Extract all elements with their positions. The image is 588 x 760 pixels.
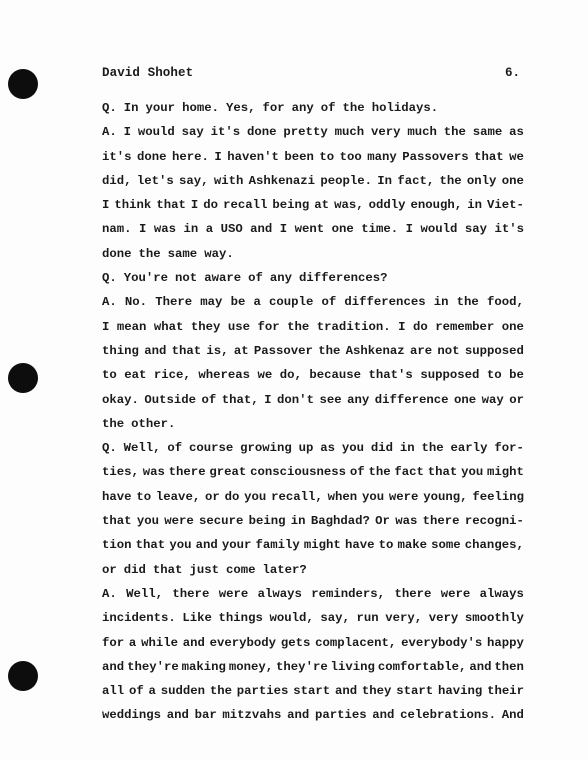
transcript-line: A. I would say it's done pretty much very much the same as [102, 125, 524, 140]
transcript-line: or did that just come later? [102, 562, 307, 577]
transcript-line: have to leave, or do you recall, when you were young, feeling [102, 489, 524, 504]
transcript-line: nam. I was in a USO and I went one time. I would say it's [102, 222, 524, 237]
transcript-line: Q. In your home. Yes, for any of the holidays. [102, 101, 439, 115]
header-interviewee-name: David Shohet [102, 66, 194, 80]
header-page-number: 6. [505, 66, 521, 80]
transcript-line: incidents. Like things would, say, run very, very smoothly [102, 611, 524, 626]
transcript-line: for a while and everybody gets complacent, everybody's happy [102, 635, 524, 650]
transcript-line: that you were secure being in Baghdad? Or was there recogni- [102, 514, 524, 529]
transcript-line: done the same way. [102, 246, 234, 261]
transcript-line: A. Well, there were always reminders, there were always [102, 586, 524, 601]
binder-hole [8, 661, 38, 691]
transcript-line: the other. [102, 416, 176, 431]
transcript-line: did, let's say, with Ashkenazi people. In fact, the only one [102, 173, 524, 188]
transcript-line: all of a sudden the parties start and they start having their [102, 684, 524, 699]
transcript-line: Q. Well, of course growing up as you did in the early for- [102, 441, 524, 456]
transcript-line: tion that you and your family might have to make some changes, [102, 538, 524, 553]
transcript-line: A. No. There may be a couple of differences in the food, [102, 295, 524, 310]
transcript-line: and they're making money, they're living comfortable, and then [102, 659, 524, 674]
transcript-line: ties, was there great consciousness of the fact that you might [102, 465, 524, 480]
binder-hole [8, 69, 38, 99]
transcript-line: it's done here. I haven't been to too many Passovers that we [102, 149, 524, 164]
transcript-line: to eat rice, whereas we do, because that's supposed to be [102, 368, 524, 383]
transcript-line: okay. Outside of that, I don't see any difference one way or [102, 392, 524, 407]
transcript-line: I mean what they use for the tradition. I do remember one [102, 319, 524, 334]
transcript-line: thing and that is, at Passover the Ashkenaz are not supposed [102, 343, 524, 358]
transcript-body [102, 96, 524, 728]
binder-hole [8, 363, 38, 393]
transcript-line: Q. You're not aware of any differences? [102, 271, 388, 286]
transcript-line: I think that I do recall being at was, oddly enough, in Viet- [102, 198, 524, 213]
transcript-line: weddings and bar mitzvahs and parties and celebrations. And [102, 708, 524, 723]
